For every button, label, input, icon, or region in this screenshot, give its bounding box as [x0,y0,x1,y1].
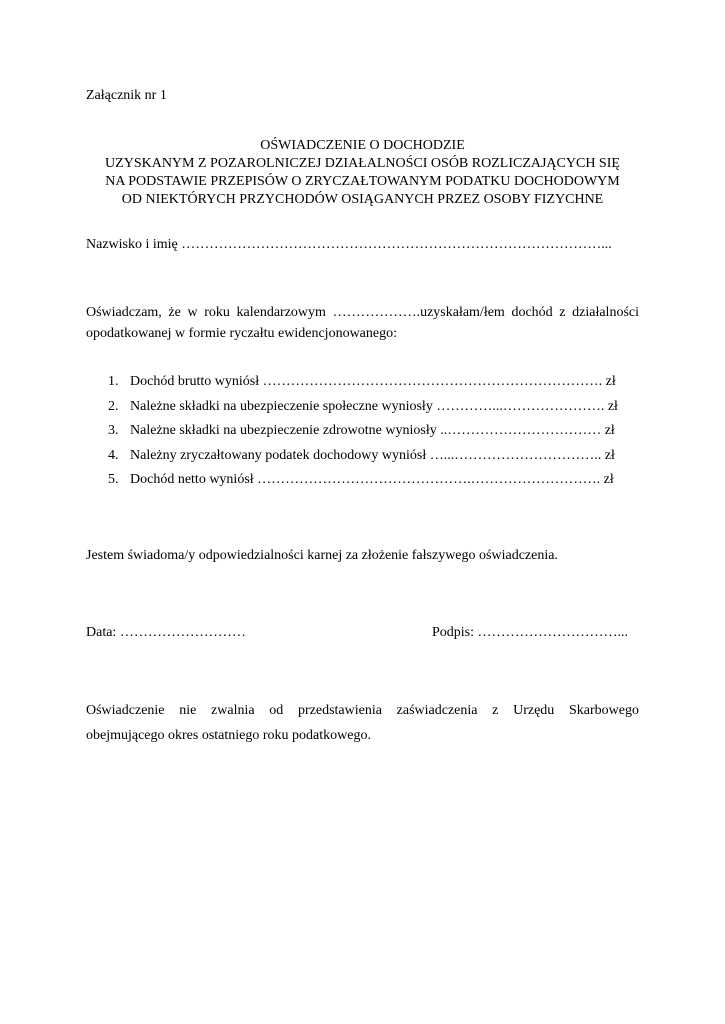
note-line-1: Oświadczenie nie zwalnia od przedstawienia zaświadczenia z Urzędu Skarbowego [86,703,639,718]
item-number: 3. [108,423,119,438]
item-number: 1. [108,374,119,389]
item-text[interactable]: Dochód netto wyniósł ……………………………………….………………………. zł [130,472,614,487]
item-number: 2. [108,398,119,414]
list-item[interactable] [108,370,638,395]
item-text[interactable]: Należne składki na ubezpieczenie zdrowotne wyniosły ..…………………………… zł [130,423,615,438]
liability-statement: Jestem świadoma/y odpowiedzialności karnej za złożenie fałszywego oświadczenia. [86,548,558,563]
disclaimer-note [86,698,639,748]
declaration-line-1[interactable]: Oświadczam, że w roku kalendarzowym ……………….uzyskałam/łem dochód z działalności [86,305,639,320]
list-item[interactable] [108,444,638,469]
signature-field[interactable]: Podpis: …………………………... [432,625,629,640]
declaration-line-2: opodatkowanej w formie ryczałtu ewidencjonowanego: [86,326,398,341]
declaration-paragraph [86,302,639,344]
item-number: 4. [108,447,119,463]
title-line-4: OD NIEKTÓRYCH PRZYCHODÓW OSIĄGANYCH PRZEZ OSOBY FIZYCHNE [121,192,604,207]
item-number: 5. [108,472,119,487]
document-title [60,137,665,209]
income-items-list [108,370,638,493]
title-line-3: NA PODSTAWIE PRZEPISÓW O ZRYCZAŁTOWANYM PODATKU DOCHODOWYM [105,174,620,189]
date-field[interactable]: Data: ……………………… [86,625,246,640]
list-item[interactable] [108,468,638,493]
note-line-2: obejmującego okres ostatniego roku podatkowego. [86,728,371,743]
title-line-1: OŚWIADCZENIE O DOCHODZIE [260,138,465,153]
list-item[interactable] [108,395,638,420]
item-text[interactable]: Należne składki na ubezpieczenie społeczne wyniosły …………...…………………. zł [130,398,618,414]
list-item[interactable] [108,419,638,444]
name-field[interactable]: Nazwisko i imię ………………………………………………………………………………... [86,237,612,252]
item-text[interactable]: Należny zryczałtowany podatek dochodowy wyniósł …...………………………….. zł [130,447,615,463]
annex-label: Załącznik nr 1 [86,88,167,103]
item-text[interactable]: Dochód brutto wyniósł ………………………………………………………………. zł [130,374,616,389]
title-line-2: UZYSKANYM Z POZAROLNICZEJ DZIAŁALNOŚCI OSÓB ROZLICZAJĄCYCH SIĘ [105,156,620,171]
